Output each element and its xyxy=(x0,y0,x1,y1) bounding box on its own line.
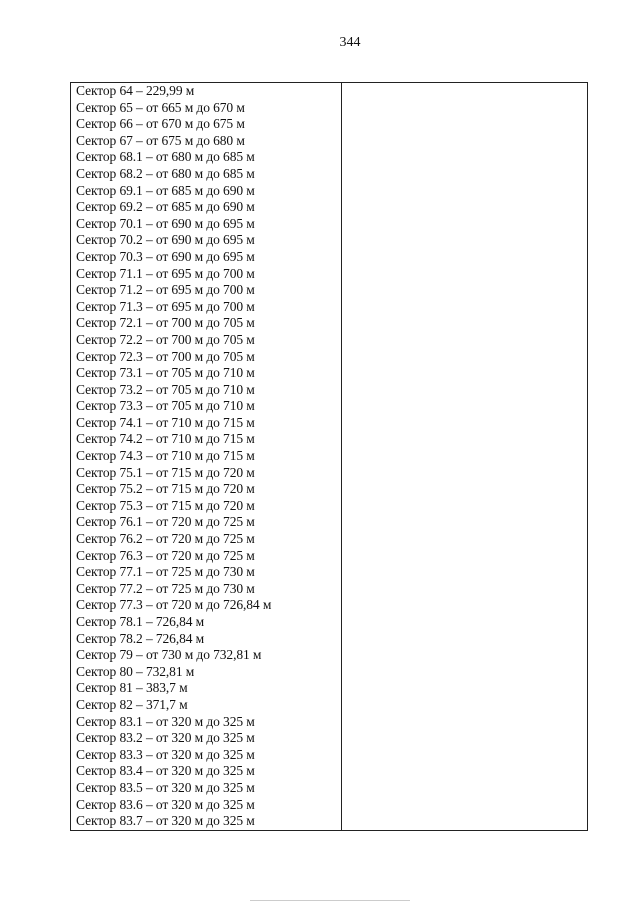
footer-rule xyxy=(250,900,410,901)
table-row: Сектор 70.2 – от 690 м до 695 м xyxy=(76,232,255,248)
table-row: Сектор 66 – от 670 м до 675 м xyxy=(76,116,245,132)
table-row: Сектор 68.2 – от 680 м до 685 м xyxy=(76,165,255,181)
table-row: Сектор 72.2 – от 700 м до 705 м xyxy=(76,331,255,347)
table-row: Сектор 83.3 – от 320 м до 325 м xyxy=(76,746,255,762)
table-row: Сектор 75.3 – от 715 м до 720 м xyxy=(76,497,255,513)
table-row: Сектор 76.3 – от 720 м до 725 м xyxy=(76,547,255,563)
table-row: Сектор 75.2 – от 715 м до 720 м xyxy=(76,481,255,497)
table-row: Сектор 74.3 – от 710 м до 715 м xyxy=(76,448,255,464)
table-row: Сектор 72.3 – от 700 м до 705 м xyxy=(76,348,255,364)
table-row: Сектор 77.2 – от 725 м до 730 м xyxy=(76,580,255,596)
table-row: Сектор 80 – 732,81 м xyxy=(76,663,195,679)
table-row: Сектор 73.1 – от 705 м до 710 м xyxy=(76,365,255,381)
table-row: Сектор 71.3 – от 695 м до 700 м xyxy=(76,298,255,314)
table-row: Сектор 65 – от 665 м до 670 м xyxy=(76,99,245,115)
table-row: Сектор 70.1 – от 690 м до 695 м xyxy=(76,215,255,231)
table-row: Сектор 67 – от 675 м до 680 м xyxy=(76,132,245,148)
table-row: Сектор 68.1 – от 680 м до 685 м xyxy=(76,149,255,165)
table-row: Сектор 78.2 – 726,84 м xyxy=(76,630,205,646)
table-row: Сектор 72.1 – от 700 м до 705 м xyxy=(76,315,255,331)
table-row: Сектор 83.6 – от 320 м до 325 м xyxy=(76,796,255,812)
table-row: Сектор 64 – 229,99 м xyxy=(76,83,195,98)
table-row: Сектор 83.7 – от 320 м до 325 м xyxy=(76,813,255,829)
table-row: Сектор 69.1 – от 685 м до 690 м xyxy=(76,182,255,198)
table-row: Сектор 78.1 – 726,84 м xyxy=(76,614,205,629)
empty-column xyxy=(342,83,587,830)
table-row: Сектор 76.1 – от 720 м до 725 м xyxy=(76,514,255,530)
table-row: Сектор 81 – 383,7 м xyxy=(76,680,188,696)
table-row: Сектор 74.1 – от 710 м до 715 м xyxy=(76,414,255,430)
sector-column xyxy=(71,83,342,830)
table-row: Сектор 71.2 – от 695 м до 700 м xyxy=(76,282,255,298)
table-row: Сектор 79 – от 730 м до 732,81 м xyxy=(76,647,262,663)
table-row: Сектор 83.5 – от 320 м до 325 м xyxy=(76,779,255,795)
table-row: Сектор 83.2 – от 320 м до 325 м xyxy=(76,730,255,746)
table-row: Сектор 71.1 – от 695 м до 700 м xyxy=(76,265,255,281)
table-row: Сектор 75.1 – от 715 м до 720 м xyxy=(76,464,255,480)
table-row: Сектор 77.1 – от 725 м до 730 м xyxy=(76,564,255,580)
table-row: Сектор 82 – 371,7 м xyxy=(76,696,188,712)
page-number: 344 xyxy=(339,35,361,50)
table-row: Сектор 83.1 – от 320 м до 325 м xyxy=(76,713,255,729)
table-row: Сектор 69.2 – от 685 м до 690 м xyxy=(76,199,255,215)
table-row: Сектор 83.4 – от 320 м до 325 м xyxy=(76,763,255,779)
sector-table xyxy=(70,82,588,831)
table-row: Сектор 70.3 – от 690 м до 695 м xyxy=(76,248,255,264)
table-row: Сектор 74.2 – от 710 м до 715 м xyxy=(76,431,255,447)
table-row: Сектор 76.2 – от 720 м до 725 м xyxy=(76,531,255,547)
table-row: Сектор 73.3 – от 705 м до 710 м xyxy=(76,398,255,414)
table-row: Сектор 73.2 – от 705 м до 710 м xyxy=(76,381,255,397)
table-row: Сектор 77.3 – от 720 м до 726,84 м xyxy=(76,597,272,613)
